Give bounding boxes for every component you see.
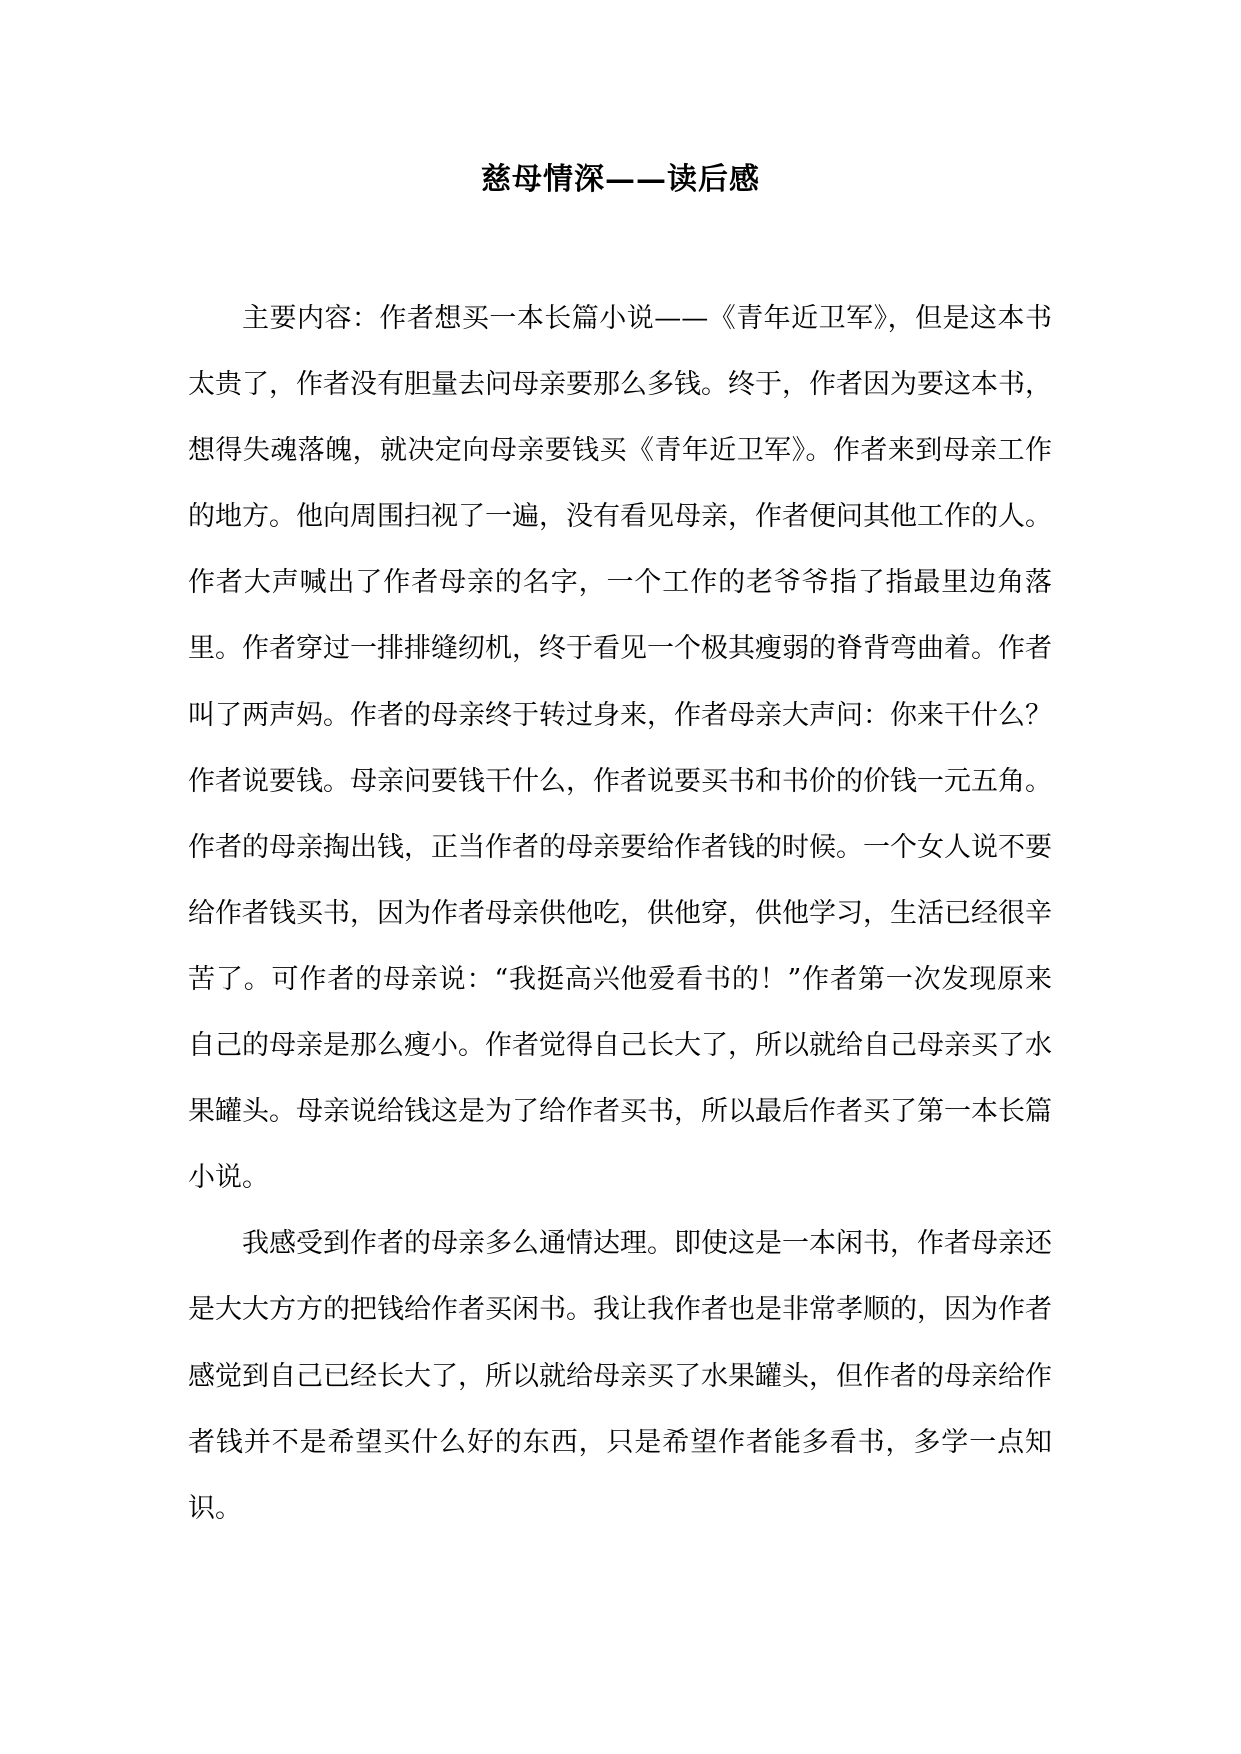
paragraph-reflection: 我感受到作者的母亲多么通情达理。即使这是一本闲书，作者母亲还是大大方方的把钱给作者买闲书。我让我作者也是非常孝顺的，因为作者感觉到自己已经长大了，所以就给母亲买了水果罐头，但作者的母亲给作者钱并不是希望买什么好的东西，只是希望作者能多看书，多学一点知识。 [188, 1228, 1052, 1524]
document-body [188, 286, 1052, 1542]
document-title: 慈母情深——读后感 [481, 162, 760, 197]
paragraph-summary: 主要内容：作者想买一本长篇小说——《青年近卫军》，但是这本书太贵了，作者没有胆量去问母亲要那么多钱。终于，作者因为要这本书，想得失魂落魄，就决定向母亲要钱买《青年近卫军》。作者来到母亲工作的地方。他向周围扫视了一遍，没有看见母亲，作者便问其他工作的人。作者大声喊出了作者母亲的名字，一个工作的老爷爷指了指最里边角落里。作者穿过一排排缝纫机，终于看见一个极其瘦弱的脊背弯曲着。作者叫了两声妈。作者的母亲终于转过身来，作者母亲大声问：你来干什么？作者说要钱。母亲问要钱干什么，作者说要买书和书价的价钱一元五角。作者的母亲掏出钱，正当作者的母亲要给作者钱的时候。一个女人说不要给作者钱买书，因为作者母亲供他吃，供他穿，供他学习，生活已经很辛苦了。可作者的母亲说：“我挺高兴他爱看书的！”作者第一次发现原来自己的母亲是那么瘦小。作者觉得自己长大了，所以就给自己母亲买了水果罐头。母亲说给钱这是为了给作者买书，所以最后作者买了第一本长篇小说。 [188, 303, 1052, 1194]
